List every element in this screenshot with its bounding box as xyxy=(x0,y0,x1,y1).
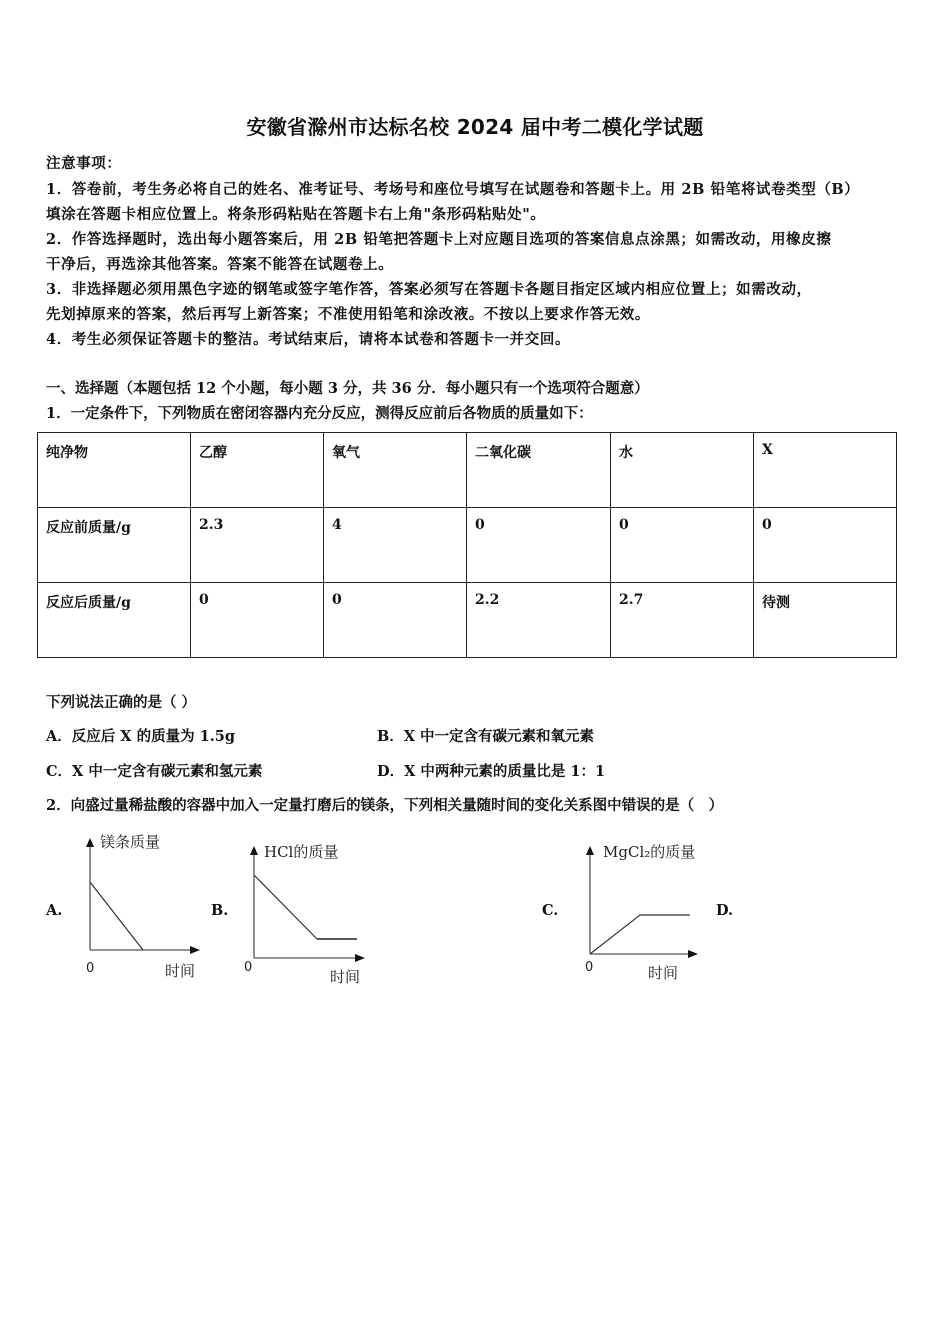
table-cell: 0 xyxy=(754,508,897,583)
table-cell: 反应后质量/g xyxy=(38,583,191,658)
option-d[interactable]: D．X 中两种元素的质量比是 1：1 xyxy=(377,763,606,780)
table-cell: 0 xyxy=(324,583,467,658)
mass-table xyxy=(37,432,897,658)
table-cell: 4 xyxy=(324,508,467,583)
graph-a-xlabel: 时间 xyxy=(165,962,196,980)
table-cell: 2.3 xyxy=(191,508,324,583)
graph-a-origin: 0 xyxy=(86,961,95,976)
graph-b-ylabel: HCl的质量 xyxy=(264,843,339,861)
table-row xyxy=(38,508,897,583)
notice-line: 干净后，再选涂其他答案。答案不能答在试题卷上。 xyxy=(46,256,394,273)
table-cell: 纯净物 xyxy=(38,433,191,508)
notice-line: 2．作答选择题时，选出每小题答案后，用 2B 铅笔把答题卡上对应题目选项的答案信息点涂黑；如需改动，用橡皮擦 xyxy=(46,231,832,248)
section-heading: 一、选择题（本题包括 12 个小题，每小题 3 分，共 36 分．每小题只有一个选项符合题意） xyxy=(46,380,649,397)
table-cell: 0 xyxy=(191,583,324,658)
notice-line: 4．考生必须保证答题卡的整洁。考试结束后，请将本试卷和答题卡一并交回。 xyxy=(46,331,571,348)
table-cell: 反应前质量/g xyxy=(38,508,191,583)
table-row xyxy=(38,583,897,658)
graph-b-letter[interactable]: B. xyxy=(211,902,229,919)
option-b[interactable]: B．X 中一定含有碳元素和氧元素 xyxy=(377,728,595,745)
graph-c-ylabel: MgCl₂的质量 xyxy=(603,843,696,861)
graph-a-letter[interactable]: A. xyxy=(46,902,63,919)
graph-b-origin: 0 xyxy=(244,960,253,975)
option-a[interactable]: A．反应后 X 的质量为 1.5g xyxy=(46,728,236,745)
table-cell: 2.7 xyxy=(611,583,754,658)
notice-line: 先划掉原来的答案，然后再写上新答案；不准使用铅笔和涂改液。不按以上要求作答无效。 xyxy=(46,306,650,323)
question-2-stem: 2．向盛过量稀盐酸的容器中加入一定量打磨后的镁条，下列相关量随时间的变化关系图中错误的是（ ） xyxy=(46,797,724,814)
table-cell: 乙醇 xyxy=(191,433,324,508)
table-cell: 2.2 xyxy=(467,583,611,658)
notice-line: 3．非选择题必须用黑色字迹的钢笔或签字笔作答，答案必须写在答题卡各题目指定区域内相应位置上；如需改动， xyxy=(46,281,812,298)
notice-heading: 注意事项： xyxy=(46,155,122,172)
table-cell: 氧气 xyxy=(324,433,467,508)
notice-line: 填涂在答题卡相应位置上。将条形码粘贴在答题卡右上角"条形码粘贴处"。 xyxy=(46,206,546,223)
question-1-stem: 1．一定条件下，下列物质在密闭容器内充分反应，测得反应前后各物质的质量如下： xyxy=(46,405,593,422)
notice-line: 1．答卷前，考生务必将自己的姓名、准考证号、考场号和座位号填写在试题卷和答题卡上。用 2B 铅笔将试卷类型（B） xyxy=(46,181,860,198)
graph-a-ylabel: 镁条质量 xyxy=(100,833,161,851)
table-cell: 待测 xyxy=(754,583,897,658)
option-c[interactable]: C．X 中一定含有碳元素和氢元素 xyxy=(46,763,263,780)
graph-c-letter[interactable]: C. xyxy=(542,902,559,919)
graph-c-origin: 0 xyxy=(585,960,594,975)
table-cell: 二氧化碳 xyxy=(467,433,611,508)
graph-b-xlabel: 时间 xyxy=(330,968,361,986)
graph-c-xlabel: 时间 xyxy=(648,964,679,982)
page-title: 安徽省滁州市达标名校 2024 届中考二模化学试题 xyxy=(246,115,704,139)
table-cell: 水 xyxy=(611,433,754,508)
table-cell: 0 xyxy=(467,508,611,583)
table-cell: X xyxy=(754,433,897,508)
table-cell: 0 xyxy=(611,508,754,583)
graph-d-letter[interactable]: D. xyxy=(716,902,734,919)
table-header-row xyxy=(38,433,897,508)
question-1-prompt: 下列说法正确的是（ ） xyxy=(46,694,197,711)
